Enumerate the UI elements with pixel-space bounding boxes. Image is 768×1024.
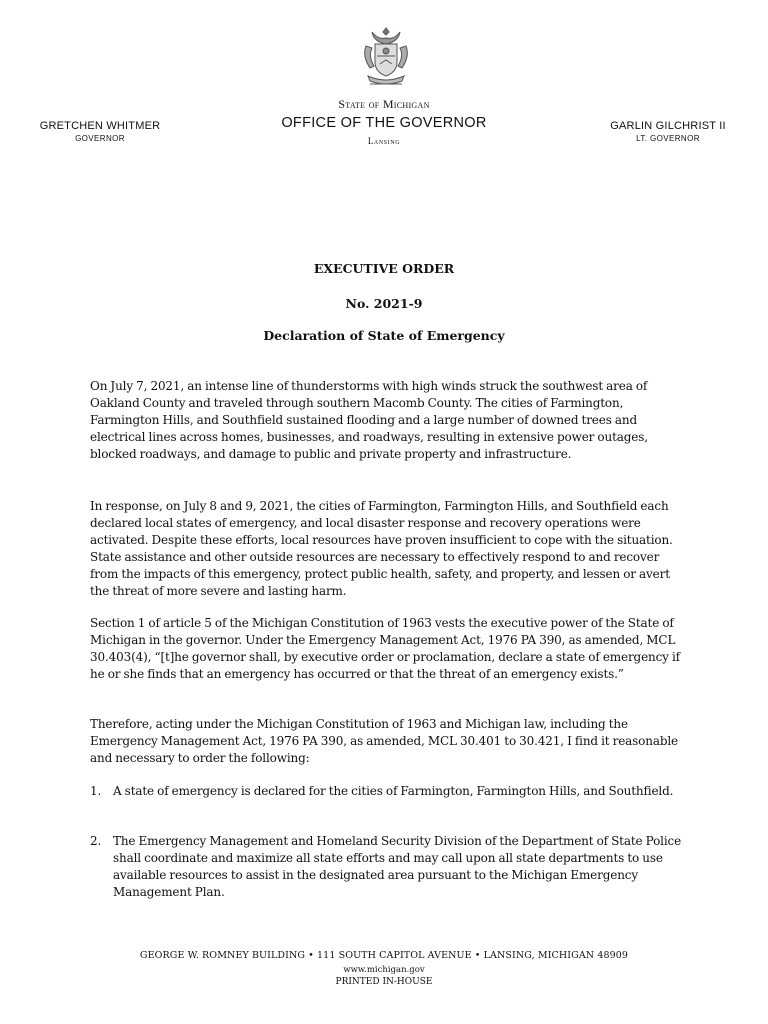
lt-governor-title: LT. GOVERNOR: [636, 134, 700, 143]
list-item-text: The Emergency Management and Homeland Security Division of the Department of State Police shall coordinate and maximize all state efforts and may call upon all state departments to use available resources to assist in the designated area pursuant to the Michigan Emergency Management Plan.: [113, 834, 682, 899]
michigan-seal-icon: [356, 24, 416, 94]
footer-printed: PRINTED IN-HOUSE: [335, 977, 433, 987]
order-heading: EXECUTIVE ORDER: [313, 261, 455, 276]
list-item: [90, 783, 690, 800]
list-item-number: 2.: [90, 834, 102, 848]
state-name: State of Michigan: [338, 97, 430, 111]
lt-governor-name: GARLIN GILCHRIST II: [610, 120, 726, 132]
footer-address: GEORGE W. ROMNEY BUILDING • 111 SOUTH CAPITOL AVENUE • LANSING, MICHIGAN 48909: [139, 950, 629, 961]
governor-name: GRETCHEN WHITMER: [39, 120, 161, 132]
footer-website: www.michigan.gov: [343, 965, 425, 975]
city-name: Lansing: [367, 136, 401, 146]
list-item: [90, 833, 690, 901]
list-item-number: 1.: [90, 784, 102, 798]
order-number: No. 2021-9: [345, 296, 423, 311]
paragraph-2: In response, on July 8 and 9, 2021, the cities of Farmington, Farmington Hills, and Southfield each declared local states of emergency, and local disaster response and recovery operations were activated. Despite these efforts, local resources have proven insufficient to cope with the situation. State assistance and other outside resources are necessary to effectively respond to and recover from the impacts of this emergency, protect public health, safety, and property, and lessen or avert the threat of more severe and lasting harm.: [90, 499, 673, 598]
list-item-text: A state of emergency is declared for the cities of Farmington, Farmington Hills, and Southfield.: [113, 784, 674, 798]
paragraph-4: Therefore, acting under the Michigan Constitution of 1963 and Michigan law, including the Emergency Management Act, 1976 PA 390, as amended, MCL 30.401 to 30.421, I find it reasonable and necessary to order the following:: [90, 717, 679, 765]
governor-title: GOVERNOR: [75, 134, 125, 143]
office-name: OFFICE OF THE GOVERNOR: [281, 115, 487, 131]
order-title: Declaration of State of Emergency: [263, 328, 505, 343]
paragraph-3: Section 1 of article 5 of the Michigan Constitution of 1963 vests the executive power of the State of Michigan in the governor. Under the Emergency Management Act, 1976 PA 390, as amended, MCL 30.403(4), “[t]he governor shall, by executive order or proclamation, declare a state of emergency if he or she finds that an emergency has occurred or that the threat of an emergency exists.”: [90, 616, 680, 681]
paragraph-1: On July 7, 2021, an intense line of thunderstorms with high winds struck the southwest area of Oakland County and traveled through southern Macomb County. The cities of Farmington, Farmington Hills, and Southfield sustained flooding and a large number of downed trees and electrical lines across homes, businesses, and roadways, resulting in extensive power outages, blocked roadways, and damage to public and private property and infrastructure.: [90, 379, 648, 461]
